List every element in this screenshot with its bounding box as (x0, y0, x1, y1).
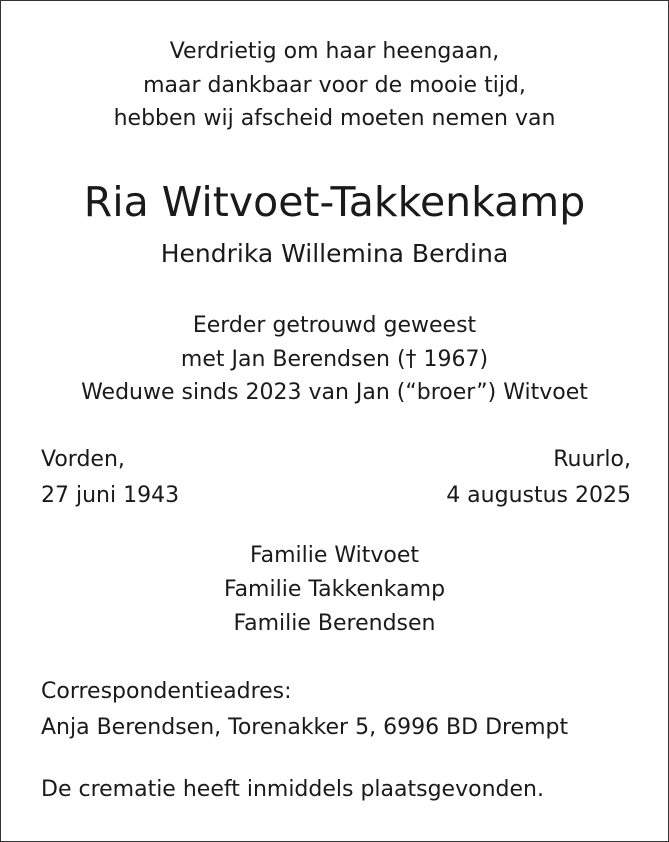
correspondence-label: Correspondentieadres: (41, 679, 292, 704)
marriage-text (1, 309, 668, 410)
deceased-name: Ria Witvoet-Takkenkamp (83, 178, 586, 226)
deceased-given-names: Hendrika Willemina Berdina (160, 239, 509, 268)
intro-line: Verdrietig om haar heengaan, (169, 39, 500, 64)
marriage-line: Eerder getrouwd geweest (192, 313, 477, 338)
marriage-line: met Jan Berendsen († 1967) (180, 346, 489, 372)
family-item: Familie Berendsen (233, 611, 436, 636)
death-date: 4 augustus 2025 (446, 483, 631, 508)
birth-place: Vorden, (41, 447, 125, 472)
death-place: Ruurlo, (553, 447, 631, 472)
closing-text: De crematie heeft inmiddels plaatsgevonden. (41, 777, 544, 802)
family-list (1, 539, 668, 641)
birth-info (41, 442, 179, 514)
correspondence-block (41, 674, 568, 746)
death-info (446, 442, 631, 514)
marriage-line: Weduwe sinds 2023 van Jan (“broer”) Witvoet (81, 380, 588, 405)
intro-line: hebben wij afscheid moeten nemen van (113, 106, 556, 131)
intro-text (1, 35, 668, 136)
intro-line: maar dankbaar voor de mooie tijd, (143, 72, 526, 98)
family-item: Familie Takkenkamp (223, 577, 446, 602)
correspondence-address: Anja Berendsen, Torenakker 5, 6996 BD Drempt (41, 715, 569, 740)
family-item: Familie Witvoet (249, 543, 420, 568)
birth-date: 27 juni 1943 (41, 483, 180, 508)
